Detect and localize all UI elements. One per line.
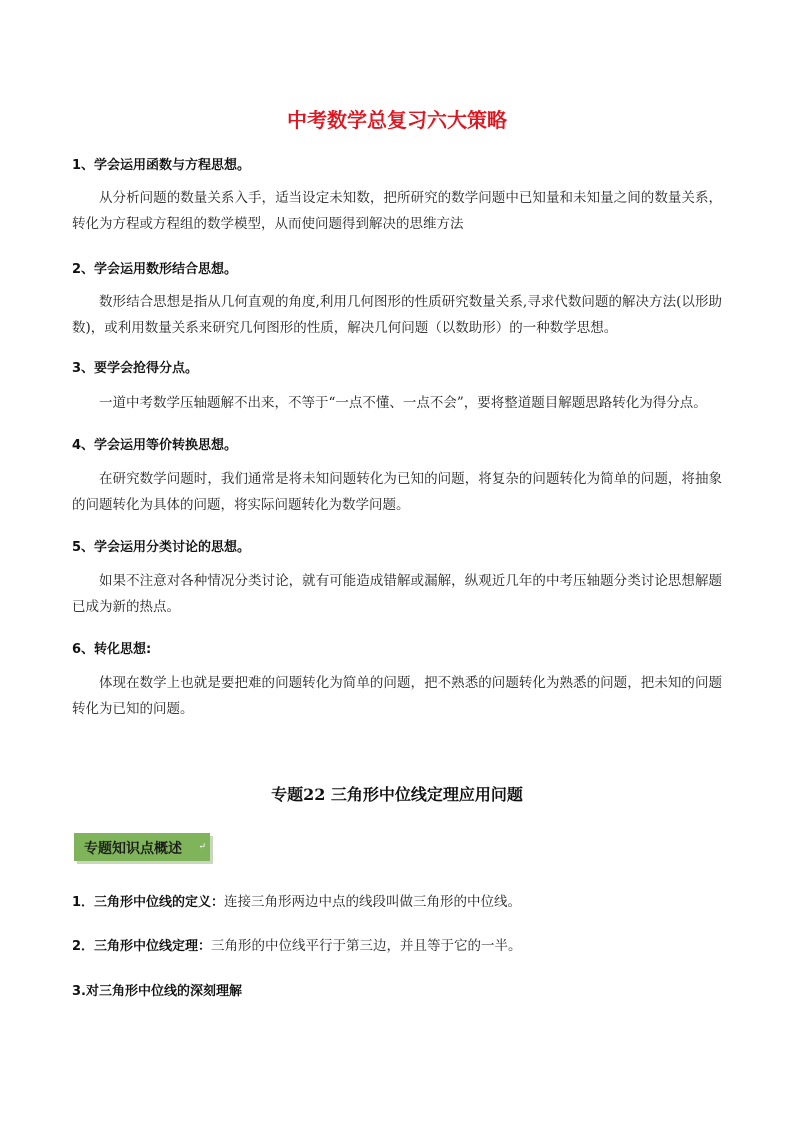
- strategy-text-2: 数形结合思想是指从几何直观的角度,利用几何图形的性质研究数量关系,寻求代数问题的解决方法(以形助数)，或利用数量关系来研究几何图形的性质，解决几何问题（以数助形）的一种数学思想。: [72, 294, 722, 336]
- strategy-text-5: 如果不注意对各种情况分类讨论，就有可能造成错解或漏解，纵观近几年的中考压轴题分类讨论思想解题已成为新的热点。: [72, 573, 722, 615]
- knowledge-point-1: [72, 890, 521, 910]
- strategy-heading-6: 6、转化思想:: [72, 642, 152, 657]
- strategy-text-4: 在研究数学问题时，我们通常是将未知问题转化为已知的问题，将复杂的问题转化为简单的问题，将抽象的问题转化为具体的问题，将实际问题转化为数学问题。: [72, 471, 722, 513]
- knowledge-point-3: [72, 980, 242, 999]
- strategy-heading-5: 5、学会运用分类讨论的思想。: [72, 540, 251, 555]
- document-title: 中考数学总复习六大策略: [287, 108, 507, 132]
- knowledge-term-3: 3.对三角形中位线的深刻理解: [72, 984, 242, 999]
- knowledge-point-2: [72, 934, 522, 954]
- strategy-heading-1: 1、学会运用函数与方程思想。: [72, 158, 251, 173]
- knowledge-text-1: 连接三角形两边中点的线段叫做三角形的中位线。: [224, 894, 522, 910]
- strategy-text-6: 体现在数学上也就是要把难的问题转化为简单的问题，把不熟悉的问题转化为熟悉的问题，把未知的问题转化为已知的问题。: [72, 675, 722, 717]
- strategy-text-3: 一道中考数学压轴题解不出来，不等于“一点不懂、一点不会”，要将整道题目解题思路转化为得分点。: [99, 395, 707, 411]
- strategy-heading-4: 4、学会运用等价转换思想。: [72, 438, 238, 453]
- strategy-heading-2: 2、学会运用数形结合思想。: [72, 262, 238, 277]
- knowledge-text-2: 三角形的中位线平行于第三边，并且等于它的一半。: [211, 938, 522, 954]
- knowledge-term-1: 1．三角形中位线的定义：: [72, 895, 225, 910]
- strategy-heading-3: 3、要学会抢得分点。: [72, 361, 199, 376]
- knowledge-term-2: 2．三角形中位线定理：: [72, 939, 212, 954]
- topic-title: 专题22 三角形中位线定理应用问题: [271, 785, 523, 804]
- section-badge-label: 专题知识点概述: [84, 841, 182, 857]
- strategy-text-1: 从分析问题的数量关系入手，适当设定未知数，把所研究的数学问题中已知量和未知量之间的数量关系，转化为方程或方程组的数学模型，从而使问题得到解决的思维方法: [72, 190, 722, 232]
- paragraph-mark-icon: ↵: [198, 842, 206, 852]
- section-badge: [74, 833, 210, 861]
